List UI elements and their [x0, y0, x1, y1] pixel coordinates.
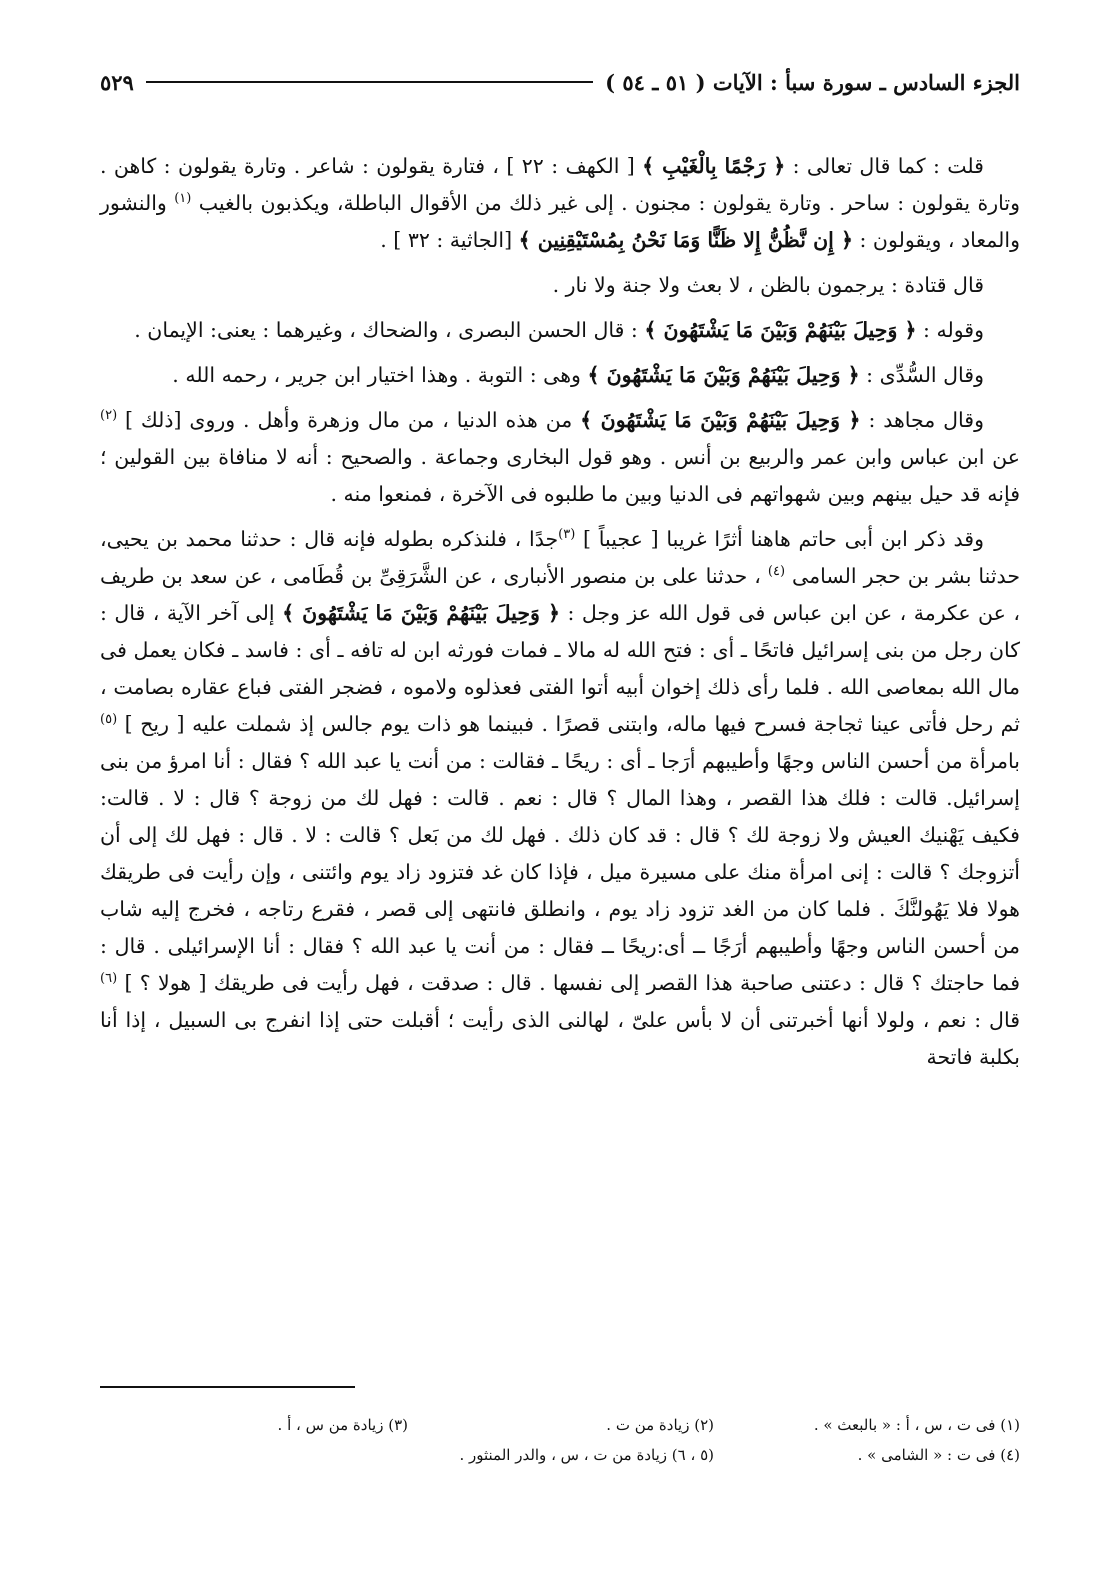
running-title: الجزء السادس ـ سورة سبأ : الآيات ( ٥١ ـ ٥٤ )	[605, 69, 1020, 95]
footnote-ref: (٣)	[558, 527, 576, 543]
footnote-ref: (٦)	[100, 971, 118, 987]
quran-quote: ﴿ وَحِيلَ بَيْنَهُمْ وَبَيْنَ مَا يَشْتَهُونَ ﴾	[587, 363, 860, 387]
text-run: [ الكهف : ٢٢ ] ، فتارة يقولون : شاعر . وتارة يقولون : كاهن . وتارة يقولون : ساحر . وتارة يقولون : مجنون . إلى غير ذلك من الأقوال الباطلة، ويكذبون بالغيب	[100, 154, 1020, 215]
text-run: والنشور والمعاد ، ويقولون :	[100, 191, 1020, 252]
text-run: وقوله :	[916, 318, 984, 342]
quran-quote: ﴿ وَحِيلَ بَيْنَهُمْ وَبَيْنَ مَا يَشْتَهُونَ ﴾	[282, 601, 560, 625]
text-run: وهى : التوبة . وهذا اختيار ابن جرير ، رحمه الله .	[172, 363, 588, 387]
quran-quote: ﴿ إِن نَّظُنُّ إِلا ظَنًّا وَمَا نَحْنُ بِمُسْتَيْقِنِين ﴾	[518, 228, 853, 252]
text-run: قلت : كما قال تعالى :	[785, 154, 984, 178]
footnote-1: (١) فى ت ، س ، أ : « بالبعث » .	[813, 1416, 1020, 1434]
footnotes	[100, 1410, 1020, 1470]
footnote-4: (٤) فى ت : « الشامى » .	[857, 1446, 1020, 1464]
text-run: قال : نعم ، ولولا أنها أخبرتنى أن لا بأس علىّ ، لهالنى الذى رأيت ؛ أقبلت حتى إذا انفرج بى السبيل ، إذا أنا بكلبة فاتحة	[100, 1008, 1020, 1069]
text-run: بامرأة من أحسن الناس وجهًا وأطيبهم أرَجا ـ أى : ريحًا ـ فقالت : من أنت يا عبد الله ؟ فقال : أنا امرؤ من بنى إسرائيل. قالت : فلك هذا القصر ، وهذا المال ؟ قال : نعم . قالت : فهل لك من زوجة ؟ قال : لا . قالت: فكيف يَهْنيك العيش ولا زوجة لك ؟ قال : قد كان ذلك . فهل لك من بَعل ؟ قالت : لا . قال : فهل لك إلى أن أتزوجك ؟ قالت : إنى امرأة منك على مسيرة ميل ، فإذا كان غد فتزود زاد يوم وائتنى ، وإن رأيت فى طريقك هولا فلا يَهُولنَّكَ . فلما كان من الغد تزود زاد يوم ، وانطلق فانتهى إلى قصر ، فقرع رتاجه ، فخرج إليه شاب من أحسن الناس وجهًا وأطيبهم أرَجًا ــ أى:ريحًا ــ فقال : من أنت يا عبد الله ؟ فقال : أنا الإسرائيلى . قال : فما حاجتك ؟ قال : دعتنى صاحبة هذا القصر إلى نفسها . قال : صدقت ، فهل رأيت فى طريقك [ هولا ؟ ]	[100, 749, 1020, 995]
text-run: من هذه الدنيا ، من مال وزهرة وأهل . وروى [ذلك ]	[117, 408, 581, 432]
footnote-separator	[100, 1386, 355, 1388]
footnote-5-6: (٥ ، ٦) زيادة من ت ، س ، والدر المنثور .	[459, 1446, 714, 1464]
footnote-ref: (٥)	[100, 712, 118, 728]
text-run: وقد ذكر ابن أبى حاتم هاهنا أثرًا غريبا [ عجيباً ]	[575, 527, 984, 551]
text-run: ، حدثنا على بن منصور الأنبارى ، عن الشَّرَقِىِّ بن قُطَامى ، عن سعد بن طريف ، عن عكرمة ، عن ابن عباس فى قول الله عز وجل :	[100, 564, 1020, 625]
paragraph-1	[100, 148, 1020, 259]
text-run: عن ابن عباس وابن عمر والربيع بن أنس . وهو قول البخارى وجماعة . والصحيح : أنه لا منافاة بين القولين ؛ فإنه قد حيل بينهم وبين شهواتهم فى الدنيا وبين ما طلبوه فى الآخرة ، فمنعوا منه .	[100, 445, 1020, 506]
footnote-row	[100, 1410, 1020, 1440]
paragraph-6	[100, 521, 1020, 1076]
text-run: [الجاثية : ٣٢ ] .	[380, 228, 519, 252]
text-run: إلى آخر الآية ، قال : كان رجل من بنى إسرائيل فاتحًا ـ أى : فتح الله له مالا ـ فمات فورثه ابن له تافه ـ أى : فاسد ـ فكان يعمل فى مال الله بمعاصى الله . فلما رأى ذلك إخوان أبيه أتوا الفتى فعذلوه ولاموه ، فضجر الفتى فباع عقاره بصامت ، ثم رحل فأتى عينا ثجاجة فسرح فيها ماله، وابتنى قصرًا . فبينما هو ذات يوم جالس إذ شملت عليه [ ريح ]	[100, 601, 1020, 736]
body-text	[100, 148, 1020, 1076]
text-run: : قال الحسن البصرى ، والضحاك ، وغيرهما : يعنى: الإيمان .	[134, 318, 645, 342]
page-header	[100, 60, 1020, 104]
footnote-ref: (٤)	[767, 564, 786, 580]
quran-quote: ﴿ رَجْمًا بِالْغَيْبِ ﴾	[642, 154, 786, 178]
header-rule	[146, 81, 593, 83]
paragraph-3	[100, 312, 1020, 349]
paragraph-2: قال قتادة : يرجمون بالظن ، لا بعث ولا جنة ولا نار .	[552, 273, 984, 297]
footnote-row	[100, 1440, 1020, 1470]
footnote-ref: (١)	[174, 191, 192, 207]
footnote-3: (٣) زيادة من س ، أ .	[277, 1416, 408, 1434]
paragraph-4	[100, 357, 1020, 394]
text-run: وقال مجاهد :	[860, 408, 984, 432]
text-run: جدًا ، فلنذكره بطوله فإنه قال : حدثنا محمد بن يحيى، حدثنا بشر بن حجر السامى	[100, 527, 1020, 588]
footnote-2: (٢) زيادة من ت .	[606, 1416, 714, 1434]
footnote-ref: (٢)	[100, 408, 118, 424]
quran-quote: ﴿ وَحِيلَ بَيْنَهُمْ وَبَيْنَ مَا يَشْتَهُونَ ﴾	[580, 408, 861, 432]
text-run: وقال السُّدِّى :	[859, 363, 984, 387]
page-number: ٥٢٩	[100, 69, 134, 95]
paragraph-5	[100, 402, 1020, 513]
quran-quote: ﴿ وَحِيلَ بَيْنَهُمْ وَبَيْنَ مَا يَشْتَهُونَ ﴾	[644, 318, 917, 342]
page	[100, 60, 1020, 1084]
